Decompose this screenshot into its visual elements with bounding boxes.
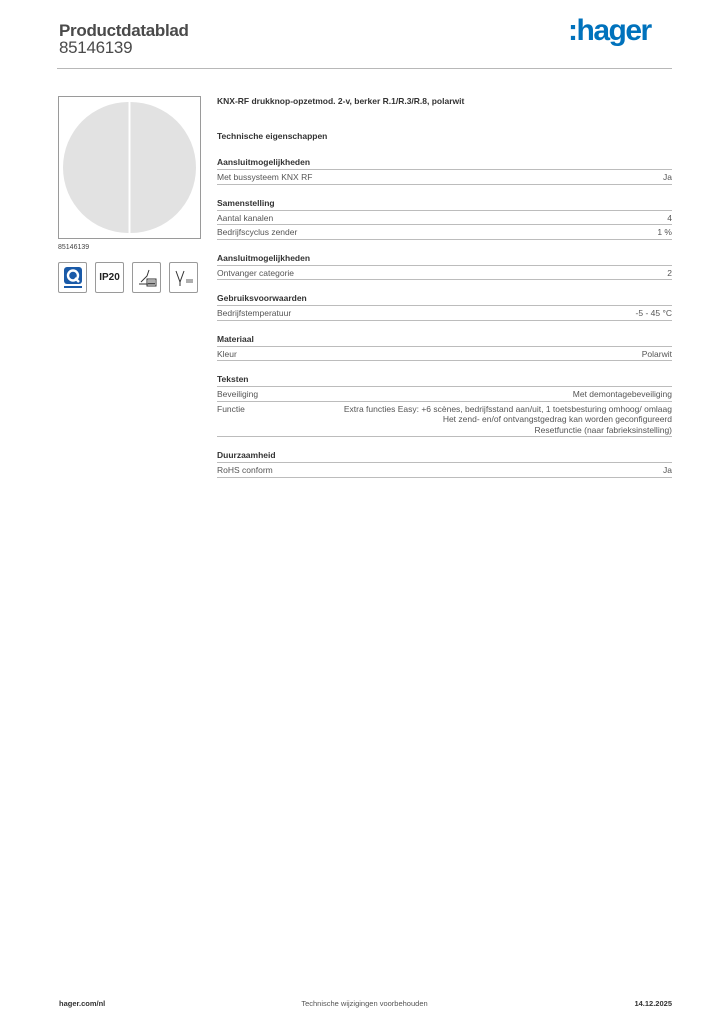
- surface-mounting-icon: [132, 262, 161, 293]
- article-number: 85146139: [59, 38, 133, 57]
- spec-row: [217, 211, 672, 226]
- section-composition: [217, 198, 672, 240]
- section-title: Duurzaamheid: [217, 450, 672, 463]
- spec-row: [217, 463, 672, 478]
- spec-label: Aantal kanalen: [217, 212, 274, 223]
- spec-value: -5 - 45 °C: [635, 308, 672, 318]
- footer-website-link[interactable]: hager.com/nl: [59, 999, 106, 1008]
- section-title: Samenstelling: [217, 198, 672, 211]
- section-title: Teksten: [217, 374, 672, 387]
- spec-label: Kleur: [217, 348, 237, 359]
- section-connection-options-receiver: [217, 253, 672, 281]
- document-title: Productdatablad: [59, 21, 189, 40]
- spec-label: Met bussysteem KNX RF: [217, 172, 313, 182]
- spec-value: Polarwit: [641, 348, 672, 359]
- spec-value-line: Extra functies Easy: +6 scènes, bedrijfsstand aan/uit, 1 toetsbesturing omhoog/ omlaag: [343, 403, 672, 414]
- footer-disclaimer: Technische wijzigingen voorbehouden: [301, 999, 428, 1008]
- section-texts: [217, 374, 672, 437]
- footer-date: 14.12.2025: [634, 999, 672, 1008]
- spec-value: [327, 404, 672, 436]
- spec-row: [217, 402, 672, 438]
- technical-properties-heading: Technische eigenschappen: [217, 131, 328, 141]
- product-image: [58, 96, 201, 239]
- hager-logo: :hager: [568, 14, 651, 47]
- push-button-image: [59, 97, 200, 238]
- voltage-symbol-icon: [169, 262, 198, 293]
- image-caption: 85146139: [58, 244, 90, 251]
- spec-row: [217, 306, 672, 321]
- spec-value: 4: [667, 212, 672, 223]
- section-title: Materiaal: [217, 334, 672, 347]
- technical-data-panel: [217, 96, 672, 478]
- spec-value: Ja: [663, 465, 672, 475]
- section-material: [217, 334, 672, 362]
- spec-value-line: Het zend- en/of ontvangstgedrag kan worden geconfigureerd: [442, 414, 672, 424]
- spec-label: RoHS conform: [217, 465, 273, 475]
- section-title: Aansluitmogelijkheden: [217, 253, 672, 266]
- section-title: Gebruiksvoorwaarden: [217, 293, 672, 306]
- quality-mark-icon: [58, 262, 87, 293]
- spec-value: 1 %: [657, 227, 672, 237]
- section-sustainability: [217, 450, 672, 478]
- section-connection-options: [217, 157, 672, 185]
- section-operating-conditions: [217, 293, 672, 321]
- spec-value-line: Resetfunctie (naar fabrieksinstelling): [534, 424, 672, 435]
- spec-label: Bedrijfstemperatuur: [217, 308, 292, 318]
- spec-row: [217, 266, 672, 281]
- spec-row: [217, 387, 672, 402]
- spec-value: Ja: [663, 172, 672, 182]
- spec-value: 2: [667, 267, 672, 278]
- spec-value: Met demontagebeveiliging: [572, 389, 672, 399]
- spec-label: Beveiliging: [217, 389, 259, 399]
- spec-row: [217, 347, 672, 362]
- spec-label: Functie: [217, 403, 245, 414]
- product-title: KNX-RF drukknop-opzetmod. 2-v, berker R.1/R.3/R.8, polarwit: [217, 96, 465, 106]
- ip-rating-icon: IP20: [95, 262, 124, 293]
- certification-badges: [58, 262, 198, 293]
- spec-row: [217, 225, 672, 240]
- spec-label: Bedrijfscyclus zender: [217, 227, 298, 237]
- header-divider: [57, 68, 672, 69]
- spec-row: [217, 170, 672, 185]
- spec-label: Ontvanger categorie: [217, 267, 295, 278]
- section-title: Aansluitmogelijkheden: [217, 157, 672, 170]
